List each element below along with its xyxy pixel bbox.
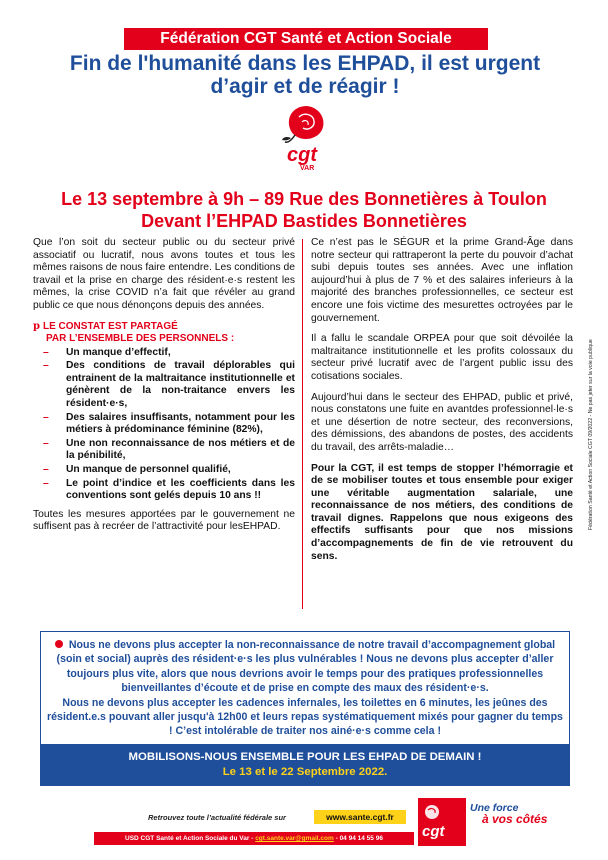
secteur-paragraph: Aujourd’hui dans le secteur des EHPAD, public et privé, nous constatons une fuite en avantdes professionnel·le·s et une désertion de notre secteur, des reconversions, des démissions, des abandons de postes, des accidents du travail, des arrêts-maladie… (311, 391, 573, 453)
website-link[interactable]: www.sante.cgt.fr (314, 810, 406, 824)
federation-banner: Fédération CGT Santé et Action Sociale (124, 28, 488, 50)
mobilisation-banner (40, 744, 570, 786)
email-link[interactable]: cgt.sante.var@gmail.com (255, 835, 334, 842)
bullet-icon: p (33, 320, 40, 332)
orpea-paragraph: Il a fallu le scandale ORPEA pour que soit dévoilée la maltraitance institutionnelle et les profits colossaux du secteur privé lucratif avec de l’argent public issu des cotisations sociales. (311, 333, 573, 382)
appeal-text-1: Nous ne devons plus accepter la non-reconnaissance de notre travail d’accompagnement global (soin et social) auprès des résident·e·s les plus vulnérables ! Nous ne devons plus accepter d’aller toujours plus vite, alors que nous devrions avoir le temps pour des pratiques professionnelles bienveillantes d’écoute et de prise en compte des maux des résident·e·s. (56, 639, 556, 695)
side-legal-text: Fédération Santé et Action Sociale CGT 09/2022 - Ne pas jeter sur la voie publique (588, 339, 594, 530)
slogan-line-2: à vos côtés (482, 812, 548, 826)
slogan (470, 803, 547, 825)
title-line-1: Fin de l'humanité dans les EHPAD, il est urgent (69, 52, 541, 75)
list-item: – Des salaires insuffisants, notamment pour les métiers à prédominance féminine (82%), (33, 412, 295, 437)
list-item: – Un manque de personnel qualifié, (33, 464, 295, 477)
logo-cgt-text: cgt (287, 144, 317, 166)
title-line-2: d’agir et de réagir ! (210, 75, 400, 98)
segur-paragraph: Ce n’est pas le SÉGUR et la prime Grand-Âge dans notre secteur qui rattraperont la perte du pouvoir d’achat subi depuis toutes ses années. Avec une inflation aujourd’hui à plus de 7 % et des salaires inferieurs à la majorité des branches professionnelles, ce secteur est encore une fois victime des mesurettes octroyées par le gouvernement. (311, 237, 573, 324)
left-column (33, 237, 295, 542)
event-line-1: Le 13 septembre à 9h – 89 Rue des Bonnetières à Toulon (61, 189, 547, 209)
footer-contact-bar (94, 832, 414, 845)
badge-cgt-text: cgt (422, 823, 445, 840)
list-item: – Un manque d’effectif, (33, 347, 295, 360)
footer-actu-text: Retrouvez toute l’actualité fédérale sur (148, 813, 286, 822)
logo-var-text: VAR (300, 165, 315, 172)
intro-paragraph: Que l’on soit du secteur public ou du secteur privé associatif ou lucratif, nous avons toutes et tous les mêmes raisons de nous faire entendre. Les conditions de travail et la prise en charge des résident·e·s restent les mêmes, la crise COVID n’a fait que révéler au grand public ce que nous dénonçons depuis des années. (33, 237, 295, 311)
constat-line-2: PAR L’ENSEMBLE DES PERSONNELS : (46, 332, 235, 344)
list-item: – Une non reconnaissance de nos métiers et de la pénibilité, (33, 438, 295, 463)
slogan-line-1: Une force (470, 802, 519, 814)
right-column (311, 237, 573, 571)
constat-heading (33, 321, 295, 345)
appeal-text-2: Nous ne devons plus accepter les cadences infernales, les toilettes en 6 minutes, les jeûnes des résident.e.s pouvant aller jusqu'à 12h00 et leurs repas systématiquement mixés pour gagner du temps ! C’est intolérable de traiter nos ainé·e·s comme cela ! (47, 696, 563, 738)
mobilisation-line-2: Le 13 et le 22 Septembre 2022. (222, 766, 388, 778)
column-divider (302, 239, 303, 609)
appeal-box (40, 631, 570, 746)
list-item: – Le point d’indice et les coefficients dans les conventions sont gelés depuis 10 ans !! (33, 478, 295, 503)
page-title (40, 52, 570, 98)
constat-line-1: LE CONSTAT EST PARTAGÉ (43, 320, 178, 332)
footer-org: USD CGT Santé et Action Sociale du Var - (125, 835, 254, 842)
event-info (20, 188, 588, 232)
red-dot-icon (55, 640, 63, 648)
outro-paragraph: Toutes les mesures apportées par le gouvernement ne suffisent pas à recréer de l’attractivité pour lesEHPAD. (33, 508, 295, 533)
footer-phone: - 04 94 14 55 96 (335, 835, 383, 842)
cgt-demand-paragraph: Pour la CGT, il est temps de stopper l’hémorragie et de se mobiliser toutes et tous ensemble pour exiger une véritable augmentation salariale, une reconnaissance de nos métiers, des conditions de travail dignes. Rappelons que nous exigeons des effectifs suffisants pour que nos missions d’accompagnements de fin de vie retrouvent du sens. (311, 462, 573, 562)
list-item: – Des conditions de travail déplorables qui entrainent de la maltraitance institutionnelle et génèrent de la non-traitance envers les résident·e·s, (33, 360, 295, 410)
event-line-2: Devant l’EHPAD Bastides Bonnetières (141, 211, 467, 231)
mobilisation-line-1: MOBILISONS-NOUS ENSEMBLE POUR LES EHPAD DE DEMAIN ! (128, 751, 482, 763)
constat-list (33, 347, 295, 503)
